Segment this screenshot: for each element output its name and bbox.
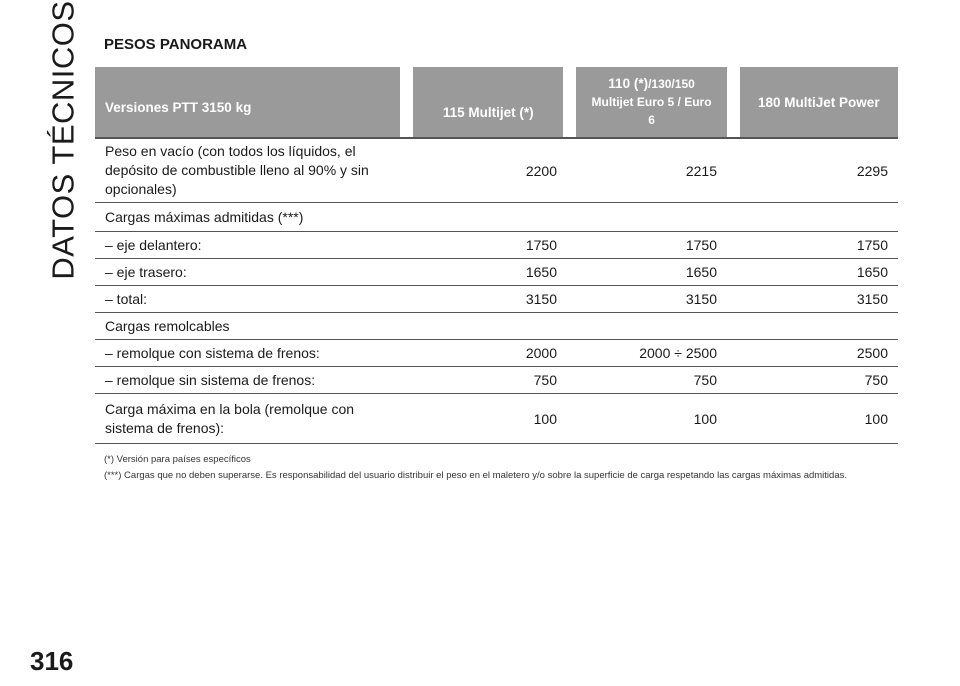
section-side-label [40,0,88,280]
table-row [95,394,898,444]
row-label-line: Cargas remolcables [105,317,230,334]
row-value: 3150 [685,291,717,307]
row-value: 100 [864,410,888,427]
row-label-line: opcionales) [105,181,177,197]
row-label [95,142,455,199]
row-value: 2295 [856,162,888,179]
table-row [95,139,898,203]
header-110-line1 [608,75,695,93]
row-label-line: – remolque con sistema de frenos: [105,344,320,361]
row-label [95,208,455,227]
row-label [95,400,455,438]
section-title: PESOS PANORAMA [104,36,248,53]
footnote-loads: (***) Cargas que no deben superarse. Es responsabilidad del usuario distribuir el peso en el maletero y/o sobre la superficie de carga respetando las cargas máximas admitidas. [104,470,847,481]
header-110-line3: 6 [648,113,655,127]
row-value: 750 [864,372,888,388]
row-label-line: – eje trasero: [105,263,187,280]
row-value: 100 [533,410,557,427]
section-side-label-text: DATOS TÉCNICOS [46,0,82,280]
row-label [95,317,455,336]
table-row [95,340,898,367]
row-label-line: Peso en vacío (con todos los líquidos, el [105,143,356,159]
row-label-line: Cargas máximas admitidas (***) [105,208,304,225]
row-label-line: sistema de frenos): [105,419,225,436]
table-header-row [95,67,898,137]
row-value: 1750 [525,237,557,253]
row-label [95,236,455,255]
row-value: 2215 [685,162,717,179]
row-label-line: – remolque sin sistema de frenos: [105,371,316,388]
row-value: 1750 [685,237,717,253]
row-value: 2000 ÷ 2500 [639,345,717,361]
page-number: 316 [30,646,74,676]
row-label [95,344,455,363]
header-180-multijet-power: 180 MultiJet Power [740,67,898,137]
table-row [95,232,898,259]
row-value: 3150 [856,291,888,307]
table-row [95,367,898,394]
row-value: 100 [693,410,717,427]
header-110-main: 110 (*) [608,76,649,91]
header-110-line2: Multijet Euro 5 / Euro [591,95,712,109]
row-value: 2200 [525,162,557,179]
row-label-line: Carga máxima en la bola (remolque con [105,400,355,417]
table-row [95,313,898,340]
header-gap [563,67,576,137]
table-body [95,137,898,444]
header-gap [727,67,740,137]
header-110-130-150-multijet [576,67,727,137]
header-gap [400,67,413,137]
row-value: 1650 [856,264,888,280]
header-115-multijet: 115 Multijet (*) [413,67,564,137]
row-value: 3150 [525,291,557,307]
footnote-versions: (*) Versión para países específicos [104,454,251,465]
footnotes [104,452,904,484]
table-row [95,286,898,313]
row-label [95,263,455,282]
header-110-suffix: /130/150 [648,77,695,91]
table-row [95,259,898,286]
header-versions: Versiones PTT 3150 kg [95,67,400,137]
row-value: 750 [533,372,557,388]
weights-table [95,67,898,444]
row-label-line: depósito de combustible lleno al 90% y sin [105,162,369,178]
table-row [95,203,898,232]
row-label [95,371,455,390]
row-value: 1750 [856,237,888,253]
row-label [95,290,455,309]
row-label-line: – eje delantero: [105,236,202,253]
row-value: 1650 [685,264,717,280]
row-value: 2000 [525,345,557,361]
row-value: 1650 [525,264,557,280]
row-value: 750 [693,372,717,388]
row-value: 2500 [856,345,888,361]
row-label-line: – total: [105,290,148,307]
